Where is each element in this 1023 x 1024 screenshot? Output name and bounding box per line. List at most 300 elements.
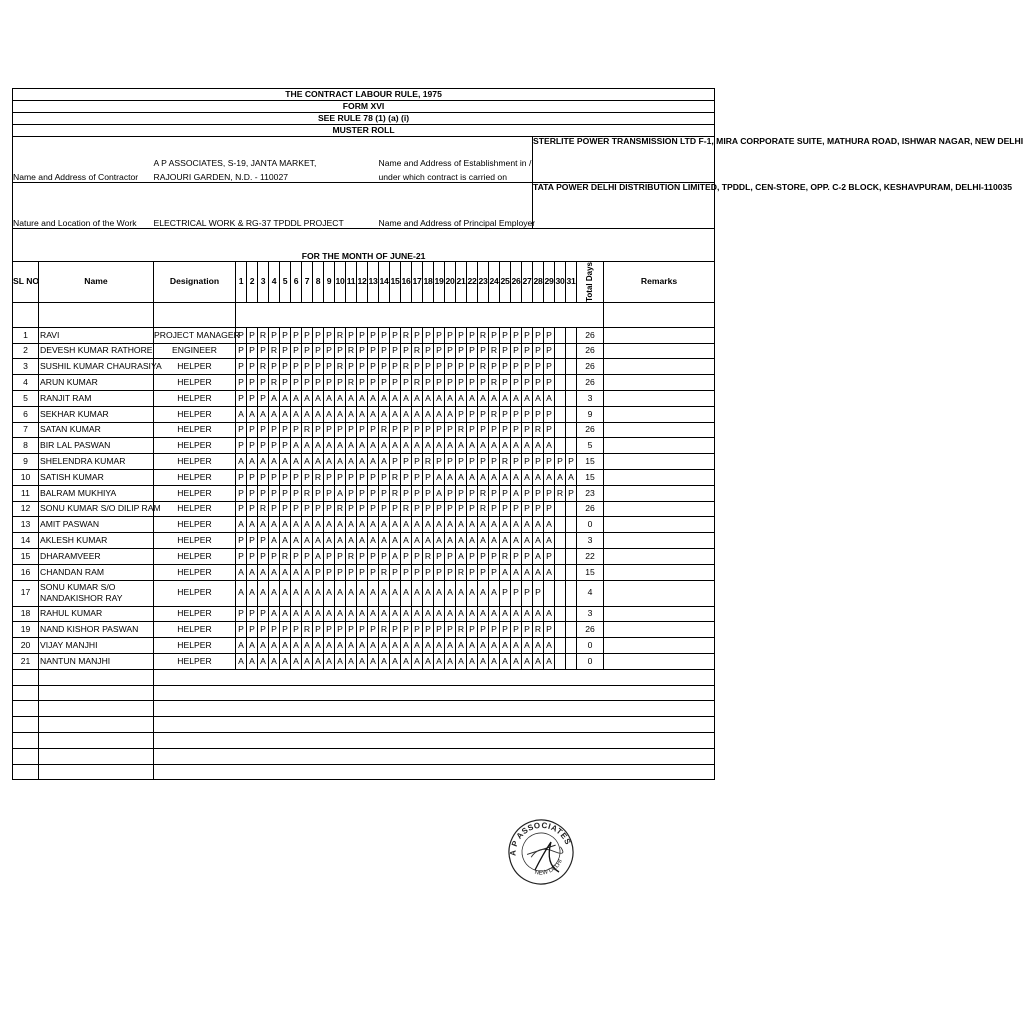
attendance-mark: P [544, 359, 555, 375]
attendance-mark [555, 580, 566, 606]
header-day: 26 [511, 262, 522, 303]
empty-cell [324, 733, 335, 749]
attendance-mark: P [489, 485, 500, 501]
sl-no: 3 [13, 359, 39, 375]
attendance-mark: P [247, 438, 258, 454]
attendance-mark: P [335, 622, 346, 638]
attendance-mark [555, 654, 566, 670]
empty-cell [335, 748, 346, 764]
attendance-mark [566, 343, 577, 359]
empty-cell [324, 764, 335, 780]
attendance-mark: A [368, 638, 379, 654]
empty-cell [258, 685, 269, 701]
attendance-mark: A [511, 654, 522, 670]
attendance-mark: A [302, 454, 313, 470]
attendance-mark: P [412, 470, 423, 486]
attendance-mark: P [236, 622, 247, 638]
empty-cell [258, 717, 269, 733]
table-row [13, 406, 715, 422]
empty-cell [154, 685, 236, 701]
empty-cell [555, 764, 566, 780]
empty-cell [456, 764, 467, 780]
attendance-mark: P [390, 343, 401, 359]
attendance-mark: P [236, 375, 247, 391]
spacer-cell [346, 302, 357, 314]
attendance-mark: A [302, 638, 313, 654]
empty-cell [368, 717, 379, 733]
table-row [13, 375, 715, 391]
attendance-mark: P [456, 327, 467, 343]
attendance-mark: P [478, 343, 489, 359]
sl-no: 2 [13, 343, 39, 359]
attendance-mark: A [346, 654, 357, 670]
empty-cell [154, 764, 236, 780]
attendance-mark: R [478, 501, 489, 517]
header-day: 13 [368, 262, 379, 303]
table-row [13, 501, 715, 517]
attendance-mark: A [500, 606, 511, 622]
attendance-mark: P [324, 343, 335, 359]
empty-row [13, 748, 715, 764]
attendance-mark: P [522, 406, 533, 422]
attendance-mark: A [335, 654, 346, 670]
header-day: 24 [489, 262, 500, 303]
empty-cell [445, 717, 456, 733]
attendance-mark: A [313, 654, 324, 670]
attendance-mark: A [302, 517, 313, 533]
attendance-mark: P [522, 549, 533, 565]
attendance-mark: A [357, 391, 368, 407]
empty-cell [489, 733, 500, 749]
designation: HELPER [154, 438, 236, 454]
attendance-mark: P [258, 485, 269, 501]
attendance-mark: P [357, 549, 368, 565]
empty-cell [13, 717, 39, 733]
attendance-mark: A [522, 533, 533, 549]
attendance-mark: A [390, 580, 401, 606]
empty-cell [434, 764, 445, 780]
attendance-mark: P [423, 470, 434, 486]
remarks-cell [604, 564, 715, 580]
attendance-mark: A [390, 406, 401, 422]
empty-cell [456, 748, 467, 764]
worker-name: NAND KISHOR PASWAN [39, 622, 154, 638]
attendance-mark: P [500, 501, 511, 517]
attendance-mark: A [368, 391, 379, 407]
attendance-mark: A [302, 580, 313, 606]
attendance-mark: A [280, 454, 291, 470]
attendance-mark: P [291, 359, 302, 375]
sl-no: 19 [13, 622, 39, 638]
attendance-mark [566, 359, 577, 375]
attendance-mark [566, 606, 577, 622]
attendance-mark: A [467, 533, 478, 549]
spacer-cell [511, 314, 522, 328]
attendance-mark: A [335, 533, 346, 549]
total-days: 4 [577, 580, 604, 606]
empty-cell [357, 748, 368, 764]
attendance-mark: A [401, 391, 412, 407]
attendance-mark: P [247, 470, 258, 486]
designation: HELPER [154, 454, 236, 470]
empty-cell [302, 669, 313, 685]
attendance-mark: A [357, 580, 368, 606]
header-day: 4 [269, 262, 280, 303]
empty-cell [269, 748, 280, 764]
attendance-mark: A [335, 606, 346, 622]
spacer-cell [258, 302, 269, 314]
attendance-mark [555, 517, 566, 533]
empty-cell [247, 717, 258, 733]
attendance-mark: P [379, 485, 390, 501]
empty-cell [269, 717, 280, 733]
attendance-mark: P [335, 422, 346, 438]
attendance-mark: A [280, 406, 291, 422]
attendance-mark: P [368, 343, 379, 359]
empty-cell [604, 717, 715, 733]
sl-no: 10 [13, 470, 39, 486]
attendance-mark: A [313, 517, 324, 533]
attendance-mark: A [445, 606, 456, 622]
attendance-mark: P [445, 375, 456, 391]
empty-cell [555, 717, 566, 733]
attendance-mark: A [335, 580, 346, 606]
attendance-mark: A [445, 470, 456, 486]
empty-cell [533, 685, 544, 701]
empty-cell [533, 717, 544, 733]
sl-no: 11 [13, 485, 39, 501]
attendance-mark: P [280, 375, 291, 391]
attendance-mark: P [313, 485, 324, 501]
empty-cell [500, 717, 511, 733]
attendance-mark: A [379, 654, 390, 670]
attendance-mark: P [555, 454, 566, 470]
empty-cell [467, 748, 478, 764]
attendance-mark: A [379, 638, 390, 654]
attendance-mark: P [236, 359, 247, 375]
attendance-mark: A [500, 564, 511, 580]
attendance-mark: P [478, 406, 489, 422]
attendance-mark: P [500, 580, 511, 606]
designation: PROJECT MANAGER [154, 327, 236, 343]
total-days: 15 [577, 454, 604, 470]
empty-cell [577, 701, 604, 717]
attendance-mark: A [412, 580, 423, 606]
attendance-mark: R [500, 549, 511, 565]
attendance-mark: P [401, 564, 412, 580]
attendance-mark: P [324, 327, 335, 343]
empty-cell [357, 701, 368, 717]
spacer-cell [423, 314, 434, 328]
empty-cell [346, 748, 357, 764]
attendance-mark: P [313, 343, 324, 359]
attendance-mark: A [324, 580, 335, 606]
attendance-mark: P [280, 359, 291, 375]
designation: ENGINEER [154, 343, 236, 359]
spacer-cell [269, 302, 280, 314]
worker-name: CHANDAN RAM [39, 564, 154, 580]
attendance-mark: R [258, 327, 269, 343]
spacer-cell [291, 314, 302, 328]
attendance-mark: P [467, 406, 478, 422]
attendance-mark: P [544, 454, 555, 470]
empty-row [13, 685, 715, 701]
empty-cell [346, 701, 357, 717]
header-day: 18 [423, 262, 434, 303]
empty-cell [412, 764, 423, 780]
empty-cell [604, 685, 715, 701]
header-day: 5 [280, 262, 291, 303]
attendance-mark: P [423, 343, 434, 359]
attendance-mark: P [511, 359, 522, 375]
attendance-mark: P [401, 549, 412, 565]
spacer-cell [456, 314, 467, 328]
attendance-mark: A [544, 638, 555, 654]
attendance-mark: A [291, 438, 302, 454]
attendance-mark [555, 422, 566, 438]
attendance-mark [566, 533, 577, 549]
total-days: 22 [577, 549, 604, 565]
attendance-mark: R [313, 470, 324, 486]
attendance-mark: P [357, 422, 368, 438]
remarks-cell [604, 638, 715, 654]
empty-cell [390, 733, 401, 749]
attendance-mark: A [489, 580, 500, 606]
empty-cell [577, 685, 604, 701]
attendance-mark: A [489, 606, 500, 622]
spacer-cell [154, 314, 236, 328]
empty-cell [412, 748, 423, 764]
designation: HELPER [154, 638, 236, 654]
attendance-mark: R [423, 454, 434, 470]
attendance-mark: P [258, 549, 269, 565]
attendance-mark: P [412, 549, 423, 565]
stamp-text-top: A P ASSOCIATES [508, 820, 573, 857]
empty-cell [555, 669, 566, 685]
attendance-mark: P [412, 327, 423, 343]
attendance-mark: P [247, 422, 258, 438]
attendance-mark: A [434, 470, 445, 486]
attendance-mark: A [379, 580, 390, 606]
attendance-mark: P [236, 533, 247, 549]
attendance-mark: P [434, 327, 445, 343]
empty-cell [291, 764, 302, 780]
attendance-mark [566, 517, 577, 533]
empty-cell [423, 685, 434, 701]
total-days: 26 [577, 622, 604, 638]
attendance-mark: P [368, 375, 379, 391]
attendance-mark: P [412, 501, 423, 517]
attendance-mark: A [445, 533, 456, 549]
empty-cell [154, 748, 236, 764]
sl-no: 20 [13, 638, 39, 654]
attendance-mark: P [280, 485, 291, 501]
table-row [13, 359, 715, 375]
attendance-mark: P [379, 327, 390, 343]
spacer-cell [247, 302, 258, 314]
empty-cell [412, 685, 423, 701]
form-rule: SEE RULE 78 (1) (a) (i) [13, 113, 715, 125]
spacer-cell [566, 302, 577, 314]
attendance-mark: P [324, 470, 335, 486]
attendance-mark: A [434, 654, 445, 670]
attendance-mark: A [280, 564, 291, 580]
attendance-mark: A [258, 580, 269, 606]
attendance-mark: P [357, 327, 368, 343]
attendance-mark: P [467, 622, 478, 638]
attendance-mark: A [533, 564, 544, 580]
sl-no: 14 [13, 533, 39, 549]
attendance-mark: A [511, 438, 522, 454]
remarks-cell [604, 606, 715, 622]
attendance-mark: R [533, 422, 544, 438]
attendance-mark: A [335, 438, 346, 454]
empty-cell [39, 701, 154, 717]
spacer-cell [368, 314, 379, 328]
spacer-cell [544, 302, 555, 314]
empty-cell [533, 733, 544, 749]
empty-cell [511, 748, 522, 764]
attendance-mark: R [379, 622, 390, 638]
empty-cell [379, 733, 390, 749]
attendance-mark: P [434, 454, 445, 470]
attendance-mark: A [291, 638, 302, 654]
spacer-cell [324, 302, 335, 314]
attendance-mark: A [236, 406, 247, 422]
empty-cell [346, 669, 357, 685]
attendance-mark: A [247, 654, 258, 670]
attendance-mark: P [489, 422, 500, 438]
total-days: 0 [577, 517, 604, 533]
empty-cell [390, 717, 401, 733]
attendance-mark: P [511, 454, 522, 470]
empty-cell [456, 685, 467, 701]
attendance-mark: A [247, 580, 258, 606]
attendance-mark: P [269, 622, 280, 638]
attendance-mark: A [467, 638, 478, 654]
attendance-mark: P [445, 501, 456, 517]
attendance-mark: R [401, 327, 412, 343]
attendance-mark: P [247, 391, 258, 407]
attendance-mark [555, 359, 566, 375]
attendance-mark: A [291, 517, 302, 533]
total-days: 3 [577, 533, 604, 549]
attendance-mark: A [280, 654, 291, 670]
attendance-mark: P [401, 343, 412, 359]
attendance-mark: A [423, 606, 434, 622]
empty-cell [280, 685, 291, 701]
spacer-cell [154, 302, 236, 314]
empty-cell [434, 685, 445, 701]
attendance-mark: A [291, 654, 302, 670]
designation: HELPER [154, 580, 236, 606]
attendance-mark: P [390, 564, 401, 580]
attendance-mark: P [401, 422, 412, 438]
designation: HELPER [154, 422, 236, 438]
attendance-mark: P [533, 327, 544, 343]
empty-cell [368, 748, 379, 764]
attendance-mark: A [313, 638, 324, 654]
attendance-mark [566, 375, 577, 391]
empty-cell [423, 748, 434, 764]
remarks-cell [604, 533, 715, 549]
sl-no: 13 [13, 517, 39, 533]
attendance-mark: P [368, 485, 379, 501]
attendance-mark: P [445, 549, 456, 565]
spacer-cell [13, 314, 39, 328]
attendance-mark: A [346, 638, 357, 654]
attendance-mark: A [236, 564, 247, 580]
attendance-mark: A [258, 454, 269, 470]
empty-cell [522, 669, 533, 685]
empty-cell [489, 669, 500, 685]
empty-cell [566, 685, 577, 701]
attendance-mark: A [412, 654, 423, 670]
attendance-mark: P [445, 327, 456, 343]
empty-cell [604, 669, 715, 685]
empty-cell [445, 733, 456, 749]
attendance-mark: A [302, 564, 313, 580]
empty-cell [269, 733, 280, 749]
spacer-cell [280, 302, 291, 314]
attendance-mark: P [489, 564, 500, 580]
spacer-cell [577, 314, 604, 328]
attendance-mark: P [412, 454, 423, 470]
attendance-mark: P [236, 485, 247, 501]
worker-name: AMIT PASWAN [39, 517, 154, 533]
attendance-mark: A [313, 580, 324, 606]
attendance-mark: A [313, 391, 324, 407]
empty-cell [291, 717, 302, 733]
spacer-cell [313, 302, 324, 314]
spacer-cell [511, 302, 522, 314]
attendance-mark: P [247, 485, 258, 501]
contractor-label: Name and Address of Contractor [13, 137, 154, 183]
spacer-cell [324, 314, 335, 328]
worker-name: VIJAY MANJHI [39, 638, 154, 654]
empty-cell [456, 669, 467, 685]
total-days: 0 [577, 638, 604, 654]
attendance-mark: A [247, 564, 258, 580]
attendance-mark: P [236, 391, 247, 407]
attendance-mark: P [368, 359, 379, 375]
empty-cell [445, 669, 456, 685]
attendance-mark: A [280, 580, 291, 606]
empty-cell [445, 701, 456, 717]
header-day: 23 [478, 262, 489, 303]
attendance-mark: A [434, 438, 445, 454]
empty-cell [604, 748, 715, 764]
attendance-mark: P [280, 501, 291, 517]
attendance-mark: A [269, 533, 280, 549]
attendance-mark: P [434, 422, 445, 438]
attendance-mark: A [445, 654, 456, 670]
empty-row [13, 669, 715, 685]
attendance-mark: P [379, 501, 390, 517]
attendance-mark: A [313, 406, 324, 422]
attendance-mark: P [302, 327, 313, 343]
empty-cell [247, 701, 258, 717]
attendance-mark: R [302, 622, 313, 638]
spacer-cell [522, 302, 533, 314]
empty-cell [423, 669, 434, 685]
attendance-mark: A [247, 517, 258, 533]
empty-cell [247, 748, 258, 764]
attendance-mark: P [489, 327, 500, 343]
spacer-cell [434, 302, 445, 314]
attendance-mark: A [390, 391, 401, 407]
attendance-mark: A [500, 654, 511, 670]
